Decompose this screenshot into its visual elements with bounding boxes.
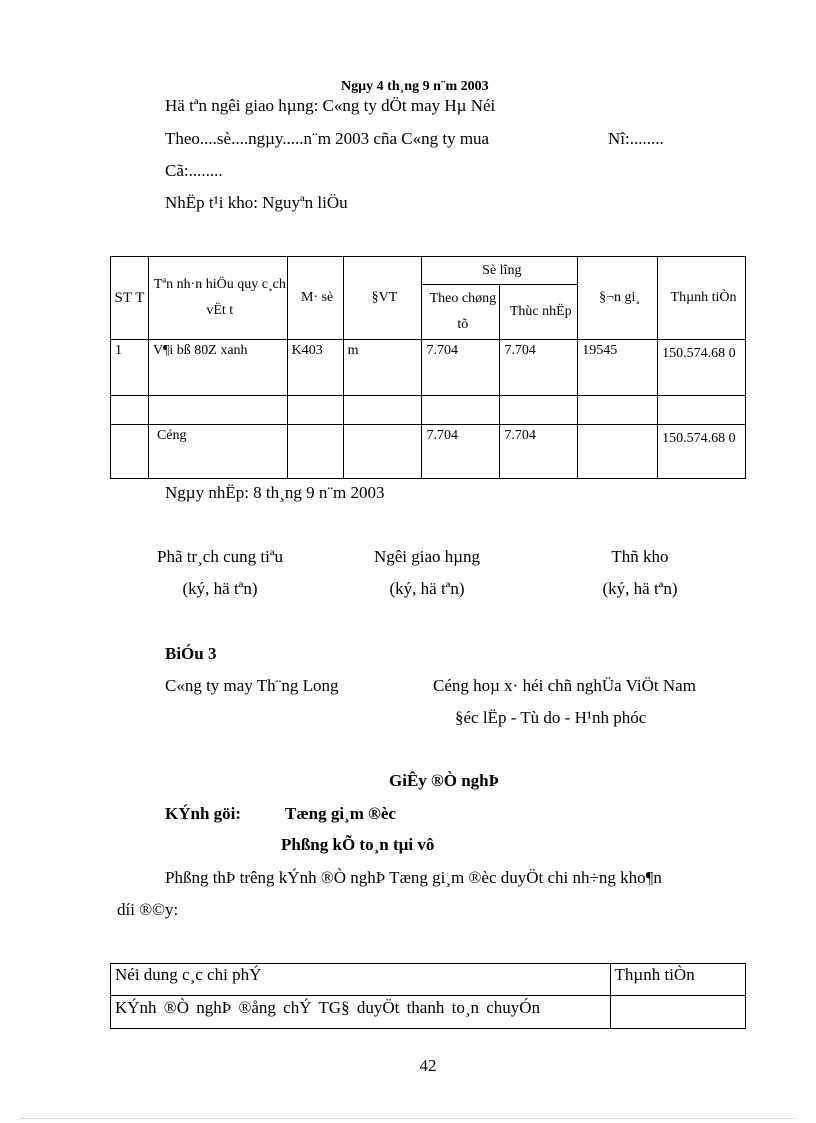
header-qty-doc: Theo chøng tõ — [422, 285, 500, 340]
header-name: Tªn nh·n hiÖu quy c¸ch vËt t — [148, 257, 287, 340]
cell-content: KÝnh ®Ò nghÞ ®ång chÝ TG§ duyÖt thanh to¸n chuyÓn — [111, 996, 611, 1029]
warehouse-line: NhËp t¹i kho: Nguyªn liÖu — [165, 193, 348, 212]
table-row — [111, 996, 746, 1029]
cell-price — [578, 396, 658, 425]
table-total-row — [111, 425, 746, 479]
document-date: Ngµy 4 th¸ng 9 n¨m 2003 — [341, 79, 489, 94]
cell-unit — [343, 396, 422, 425]
table-row — [111, 396, 746, 425]
signature-note-deliverer: (ký, hä tªn) — [389, 579, 465, 598]
cell-qty-actual — [500, 396, 578, 425]
cell-name: V¶i bß 80Z xanh — [148, 340, 287, 396]
cell-amount: 150.574.68 0 — [658, 425, 746, 479]
request-body-line-2: díi ®©y: — [117, 900, 179, 919]
cell-qty-actual: 7.704 — [500, 340, 578, 396]
cell-stt: 1 — [111, 340, 149, 396]
recipient-accounting: Phßng kÕ to¸n tµi vô — [281, 835, 435, 854]
cell-stt — [111, 396, 149, 425]
header-amount: Thµnh tiÒn — [610, 964, 745, 996]
header-content: Néi dung c¸c chi phÝ — [111, 964, 611, 996]
cell-unit — [343, 425, 422, 479]
cell-amount: 150.574.68 0 — [658, 340, 746, 396]
cell-code: K403 — [287, 340, 343, 396]
header-stt: ST T — [111, 257, 149, 340]
header-price: §¬n gi¸ — [578, 257, 658, 340]
header-unit: §VT — [343, 257, 422, 340]
page-number: 42 — [419, 1056, 437, 1075]
import-date: Ngµy nhËp: 8 th¸ng 9 n¨m 2003 — [165, 483, 385, 502]
signature-note-supply: (ký, hä tªn) — [182, 579, 258, 598]
cell-code — [287, 396, 343, 425]
dear-label: KÝnh göi: — [165, 804, 242, 823]
signature-role-storekeeper: Thñ kho — [611, 547, 669, 566]
cell-qty-actual: 7.704 — [500, 425, 578, 479]
receipt-table — [110, 256, 746, 479]
document-title: GiÊy ®Ò nghÞ — [389, 771, 500, 790]
cell-price — [578, 425, 658, 479]
cell-stt — [111, 425, 149, 479]
cell-qty-doc — [422, 396, 500, 425]
debit-account: Nî:........ — [608, 129, 664, 148]
signature-role-supply: Phã tr¸ch cung tiªu — [156, 547, 284, 566]
cell-name — [148, 396, 287, 425]
cell-amount — [610, 996, 745, 1029]
company-name: C«ng ty may Th¨ng Long — [165, 676, 339, 695]
republic-heading: Céng hoµ x· héi chñ nghÜa ViÖt Nam — [433, 676, 696, 695]
header-quantity: Sè lîng — [422, 257, 578, 285]
cell-code — [287, 425, 343, 479]
national-motto: §éc lËp - Tù do - H¹nh phóc — [455, 708, 647, 727]
request-body-line-1: Phßng thÞ trêng kÝnh ®Ò nghÞ Tæng gi¸m ®èc duyÖt chi nh÷ng kho¶n — [165, 868, 662, 887]
cell-price: 19545 — [578, 340, 658, 396]
cell-amount — [658, 396, 746, 425]
table-header-row — [111, 964, 746, 996]
recipient-director: Tæng gi¸m ®èc — [285, 804, 396, 823]
page-bottom-divider — [20, 1118, 796, 1119]
header-qty-actual: Thùc nhËp — [500, 285, 578, 340]
cell-total-label: Céng — [148, 425, 287, 479]
table-header-row — [111, 257, 746, 285]
form-label: BiÓu 3 — [165, 644, 217, 663]
header-code: M· sè — [287, 257, 343, 340]
cell-qty-doc: 7.704 — [422, 340, 500, 396]
signature-role-deliverer: Ngêi giao hµng — [373, 547, 481, 566]
request-table — [110, 963, 746, 1029]
table-row — [111, 340, 746, 396]
header-amount: Thµnh tiÒn — [658, 257, 746, 340]
credit-account: Cã:........ — [165, 161, 223, 180]
cell-qty-doc: 7.704 — [422, 425, 500, 479]
cell-unit: m — [343, 340, 422, 396]
according-to-line: Theo....sè....ngµy.....n¨m 2003 cña C«ng ty mua — [165, 129, 490, 148]
deliverer-line: Hä tªn ngêi giao hµng: C«ng ty dÖt may Hµ Néi — [165, 96, 496, 115]
signature-note-storekeeper: (ký, hä tªn) — [602, 579, 678, 598]
